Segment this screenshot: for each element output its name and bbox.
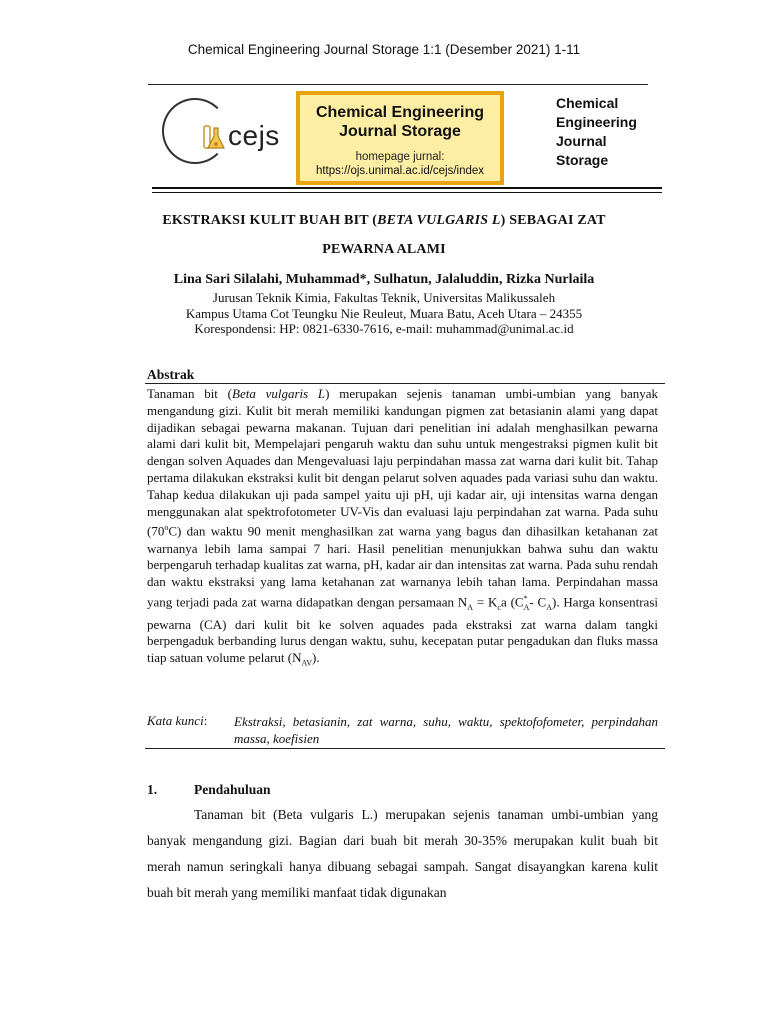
journal-box-title [300, 103, 500, 141]
paper-title-line2: PEWARNA ALAMI [322, 242, 446, 257]
header-rule [148, 84, 648, 85]
paper-title [100, 206, 668, 264]
banner-rule-thick [152, 187, 662, 189]
flask-icon [202, 122, 228, 152]
introduction-paragraph: Tanaman bit (Beta vulgaris L.) merupakan sejenis tanaman umbi-umbian yang banyak mengandung gizi. Bagian dari buah bit merah 30-35% merupakan kulit buah bit merah namun seringkali hanya dibuang sebagai sampah. Sangat disayangkan karena kulit buah bit merah yang memiliki manfaat tidak digunakan [147, 807, 658, 900]
journal-side-title [556, 94, 637, 170]
side-title-line: Chemical [556, 95, 619, 111]
affiliation-address: Kampus Utama Cot Teungku Nie Reuleut, Muara Batu, Aceh Utara – 24355 [185, 305, 583, 321]
authors: Lina Sari Silalahi, Muhammad*, Sulhatun, Jalaluddin, Rizka Nurlaila [173, 272, 595, 287]
section-title: Pendahuluan [194, 782, 271, 797]
correspondence: Korespondensi: HP: 0821-6330-7616, e-mail: muhammad@unimal.ac.id [194, 321, 574, 336]
cejs-logo [162, 98, 280, 176]
affiliation-department: Jurusan Teknik Kimia, Fakultas Teknik, Universitas Malikussaleh [212, 290, 556, 305]
side-title-line: Engineering [556, 114, 637, 130]
journal-banner [152, 88, 656, 186]
side-title-line: Journal [556, 133, 607, 149]
abstract-rule [145, 383, 665, 384]
abstract-heading: Abstrak [147, 367, 195, 382]
running-header: Chemical Engineering Journal Storage 1:1 (Desember 2021) 1-11 [187, 42, 581, 57]
keywords-rule [145, 748, 665, 749]
journal-box-title-line2: Journal Storage [339, 123, 461, 140]
banner-rule-thin [152, 192, 662, 193]
affiliation [60, 290, 708, 337]
homepage-url[interactable]: https://ojs.unimal.ac.id/cejs/index [315, 165, 485, 177]
keywords-label: Kata kunci: [147, 713, 208, 728]
section-number: 1. [147, 782, 158, 797]
homepage-label: homepage jurnal: [355, 151, 445, 163]
keywords-text: Ekstraksi, betasianin, zat warna, suhu, waktu, spektofofometer, perpindahan massa, koefisien [234, 714, 658, 746]
journal-box-title-line1: Chemical Engineering [315, 104, 485, 121]
logo-text: cejs [228, 120, 280, 151]
side-title-line: Storage [556, 152, 609, 168]
paper-title-line1: EKSTRAKSI KULIT BUAH BIT (BETA VULGARIS L) SEBAGAI ZAT [162, 213, 606, 228]
abstract-body: Tanaman bit (Beta vulgaris L) merupakan sejenis tanaman umbi-umbian yang banyak mengandung gizi. Kulit bit merah memiliki kandungan pigmen zat betasianin alami yang dapat dijadikan sebagai pewarna makanan. Tujuan dari penelitian ini adalah menghasilkan pewarna alami dari kulit bit, Mempelajari pengaruh waktu dan suhu untuk mengestraksi pigmen kulit bit dengan solven Aquades dan Mengevaluasi laju perpindahan massa zat warna dari kulit bit. Tahap pertama dilakukan ekstraksi kulit bit dengan pelarut solven aquades pada variasi suhu dan waktu. Tahap kedua dilakukan uji pada sampel yaitu uji pH, uji kadar air, uji intensitas warna dengan menggunakan alat spektrofotometer UV-Vis dan evaluasi laju perpindahan zat warna. Pada suhu (70$^o$C) dan waktu 90 menit menghasilkan zat warna yang bagus dan dihasilkan ketahanan zat warnanya lebih lama sampai 7 hari. Hasil penelitian menunjukkan bahwa suhu dan waktu berpengaruh terhadap kualitas zat warna, pH, kadar air dan intensitas zat warna. Pada suhu rendah dan waktu ekstraksi yang lama ketahanan zat warnanya lebih tahan lama. Perpindahan massa yang terjadi pada zat warna didapatkan dengan persamaan $N_A = K_ca$ ($C^*_A-$ $C_A$). Harga konsentrasi pewarna (CA) dari kulit bit ke solven aquades pada ekstraksi zat warna dalam tangki berpengaduk berbanding lurus dengan waktu, suhu, kecepatan putar pengadukan dan fluks massa tiap satuan volume pelarut $(N_{AV})$. [147, 386, 658, 668]
journal-box [296, 91, 504, 185]
